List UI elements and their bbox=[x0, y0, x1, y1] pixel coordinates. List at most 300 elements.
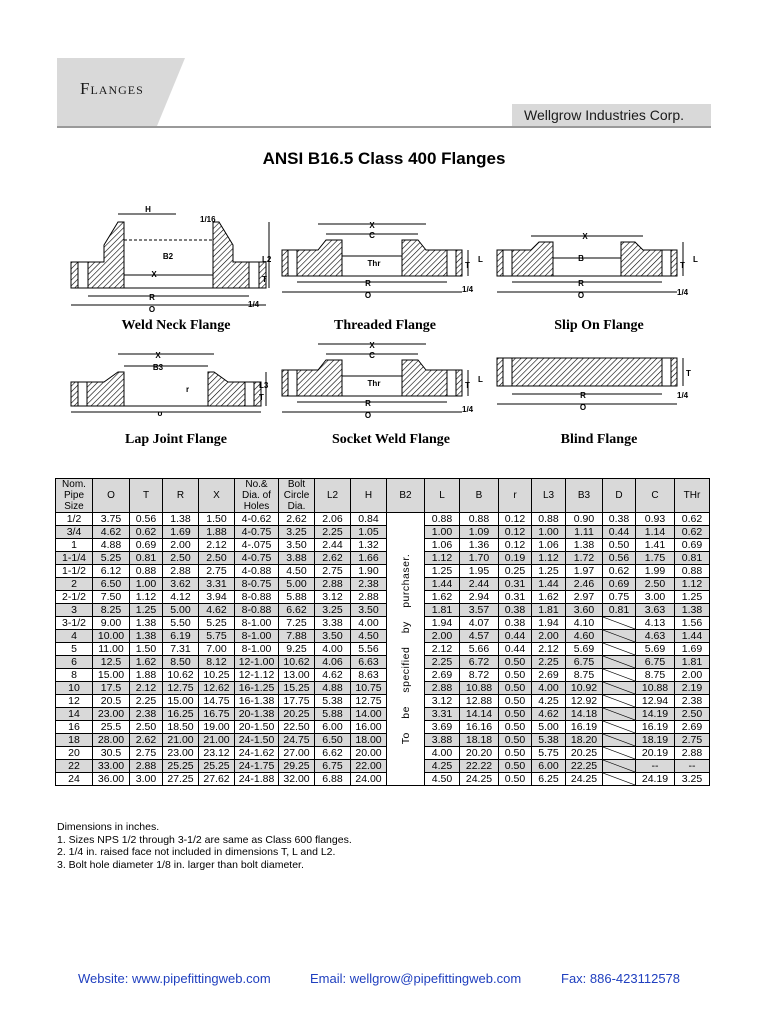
table-cell: 18.18 bbox=[460, 734, 499, 747]
table-cell: 2.62 bbox=[279, 513, 315, 526]
slip-on-o-label: O bbox=[577, 291, 585, 300]
table-cell: 15.00 bbox=[163, 695, 199, 708]
table-cell-empty bbox=[603, 747, 636, 760]
socket-weld-o-label: O bbox=[364, 411, 372, 420]
table-cell: 2.69 bbox=[425, 669, 460, 682]
table-cell: 1.81 bbox=[675, 656, 710, 669]
table-cell: 0.44 bbox=[603, 526, 636, 539]
table-cell: 12 bbox=[56, 695, 93, 708]
table-cell: 0.88 bbox=[130, 565, 163, 578]
table-cell: 6.00 bbox=[315, 721, 351, 734]
table-row bbox=[56, 747, 710, 760]
table-cell: 0.69 bbox=[603, 578, 636, 591]
table-cell: 0.44 bbox=[499, 643, 532, 656]
table-cell: 6.75 bbox=[315, 760, 351, 773]
table-cell: 5.50 bbox=[163, 617, 199, 630]
table-cell: 2.69 bbox=[532, 669, 566, 682]
table-cell: 4.10 bbox=[566, 617, 603, 630]
table-cell: 0.38 bbox=[499, 617, 532, 630]
table-cell: 3.94 bbox=[199, 591, 235, 604]
table-cell: 4.00 bbox=[425, 747, 460, 760]
table-cell: 1.44 bbox=[675, 630, 710, 643]
table-cell: 0.75 bbox=[603, 591, 636, 604]
table-body bbox=[56, 513, 710, 786]
table-cell: 10.92 bbox=[566, 682, 603, 695]
table-cell: 27.25 bbox=[163, 773, 199, 786]
table-cell: 0.56 bbox=[130, 513, 163, 526]
header-band-slant bbox=[157, 58, 185, 126]
slip-on-flange-drawing bbox=[495, 218, 705, 308]
table-cell: 5.69 bbox=[636, 643, 675, 656]
table-cell: 0.56 bbox=[603, 552, 636, 565]
table-cell: 0.62 bbox=[130, 526, 163, 539]
table-cell: 2.44 bbox=[315, 539, 351, 552]
table-cell: 3.88 bbox=[425, 734, 460, 747]
b2-purchaser-note: To be specified by purchaser. bbox=[399, 553, 412, 745]
table-cell: 4.62 bbox=[199, 604, 235, 617]
table-cell: 16.16 bbox=[460, 721, 499, 734]
table-cell: 16.19 bbox=[566, 721, 603, 734]
table-cell: 27.00 bbox=[279, 747, 315, 760]
table-cell: 3/4 bbox=[56, 526, 93, 539]
table-cell: 1.62 bbox=[425, 591, 460, 604]
blind-quarter-label: 1/4 bbox=[677, 391, 689, 400]
table-cell: 1.44 bbox=[532, 578, 566, 591]
threaded-quarter-label: 1/4 bbox=[462, 285, 474, 294]
socket-weld-r-label: R bbox=[365, 399, 371, 408]
table-cell: 12.75 bbox=[351, 695, 387, 708]
socket-weld-flange-drawing bbox=[280, 340, 490, 425]
note-line: 3. Bolt hole diameter 1/8 in. larger than bolt diameter. bbox=[57, 858, 304, 871]
table-cell: 2.88 bbox=[425, 682, 460, 695]
table-cell: 33.00 bbox=[93, 760, 130, 773]
table-cell: 2.50 bbox=[130, 721, 163, 734]
lap-joint-body bbox=[71, 372, 261, 406]
table-cell: 23.00 bbox=[163, 747, 199, 760]
table-cell: 0.19 bbox=[499, 552, 532, 565]
table-cell: 4.50 bbox=[351, 630, 387, 643]
table-cell: 24.25 bbox=[566, 773, 603, 786]
table-cell: 1.70 bbox=[460, 552, 499, 565]
table-cell: 4.57 bbox=[460, 630, 499, 643]
threaded-c-label: C bbox=[369, 231, 375, 240]
table-cell: 4-0.75 bbox=[235, 552, 279, 565]
table-cell: 14.18 bbox=[566, 708, 603, 721]
table-cell-empty bbox=[603, 708, 636, 721]
table-cell: 29.25 bbox=[279, 760, 315, 773]
table-cell: 3.25 bbox=[279, 526, 315, 539]
table-cell: 24.00 bbox=[351, 773, 387, 786]
table-cell: 8 bbox=[56, 669, 93, 682]
lap-joint-x-label: X bbox=[155, 351, 161, 360]
table-cell: 8-1.00 bbox=[235, 630, 279, 643]
table-cell: 6.50 bbox=[93, 578, 130, 591]
weld-neck-sixteenth-label: 1/16 bbox=[200, 215, 216, 224]
table-cell: 1.94 bbox=[425, 617, 460, 630]
socket-weld-caption: Socket Weld Flange bbox=[332, 432, 450, 447]
table-cell: 1.25 bbox=[675, 591, 710, 604]
header-bolt-circle: Bolt Circle Dia. bbox=[279, 479, 315, 513]
table-row bbox=[56, 760, 710, 773]
threaded-r-label: R bbox=[365, 279, 371, 288]
socket-weld-body bbox=[282, 360, 462, 396]
table-cell: 2.38 bbox=[351, 578, 387, 591]
table-row bbox=[56, 643, 710, 656]
table-cell: 10.62 bbox=[279, 656, 315, 669]
slip-on-l-label: L bbox=[693, 255, 698, 264]
table-row bbox=[56, 591, 710, 604]
table-cell: 1.88 bbox=[199, 526, 235, 539]
table-cell: 5.38 bbox=[532, 734, 566, 747]
table-cell: 1.41 bbox=[636, 539, 675, 552]
table-cell: 3 bbox=[56, 604, 93, 617]
blind-body bbox=[497, 358, 677, 386]
table-cell: 19.00 bbox=[199, 721, 235, 734]
table-cell-empty bbox=[603, 630, 636, 643]
table-cell: 2.50 bbox=[199, 552, 235, 565]
table-cell: 0.93 bbox=[636, 513, 675, 526]
table-cell-empty bbox=[603, 643, 636, 656]
table-cell: -- bbox=[675, 760, 710, 773]
header-l2: L2 bbox=[315, 479, 351, 513]
table-cell-empty bbox=[603, 734, 636, 747]
table-cell: 27.62 bbox=[199, 773, 235, 786]
footer-email[interactable]: Email: wellgrow@pipefittingweb.com bbox=[310, 971, 522, 986]
table-cell: 2.25 bbox=[315, 526, 351, 539]
table-cell: 1.75 bbox=[636, 552, 675, 565]
note-line: Dimensions in inches. bbox=[57, 821, 160, 833]
header-l: L bbox=[425, 479, 460, 513]
table-cell: 12.92 bbox=[566, 695, 603, 708]
table-cell: 1.38 bbox=[130, 617, 163, 630]
table-cell: 3.50 bbox=[315, 630, 351, 643]
table-cell: 15.25 bbox=[279, 682, 315, 695]
table-cell: 1.62 bbox=[532, 591, 566, 604]
table-cell: 0.50 bbox=[499, 773, 532, 786]
table-cell: 24.19 bbox=[636, 773, 675, 786]
table-cell: 4-0.75 bbox=[235, 526, 279, 539]
table-cell: 4.62 bbox=[315, 669, 351, 682]
slip-on-r-label: R bbox=[578, 279, 584, 288]
table-cell: 1.11 bbox=[566, 526, 603, 539]
table-cell: 0.88 bbox=[460, 513, 499, 526]
lap-joint-flange-drawing bbox=[66, 340, 276, 425]
table-cell-empty bbox=[603, 760, 636, 773]
table-cell: 22.50 bbox=[279, 721, 315, 734]
table-cell: 8.75 bbox=[566, 669, 603, 682]
table-cell: 1.32 bbox=[351, 539, 387, 552]
table-cell: 0.31 bbox=[499, 578, 532, 591]
table-cell: 0.38 bbox=[603, 513, 636, 526]
table-cell: 2.88 bbox=[130, 760, 163, 773]
table-cell: 8.72 bbox=[460, 669, 499, 682]
table-cell: 1.12 bbox=[425, 552, 460, 565]
table-cell: 1-1/4 bbox=[56, 552, 93, 565]
table-cell: 1.88 bbox=[130, 669, 163, 682]
table-cell: 5.66 bbox=[460, 643, 499, 656]
table-cell-empty bbox=[603, 721, 636, 734]
table-cell: 4-0.62 bbox=[235, 513, 279, 526]
table-cell: 3.69 bbox=[425, 721, 460, 734]
table-cell: 30.5 bbox=[93, 747, 130, 760]
table-cell: 5.00 bbox=[279, 578, 315, 591]
header-x: X bbox=[199, 479, 235, 513]
table-row bbox=[56, 695, 710, 708]
table-cell: 3.62 bbox=[163, 578, 199, 591]
table-cell: 24-1.62 bbox=[235, 747, 279, 760]
table-cell: 3.25 bbox=[675, 773, 710, 786]
table-cell: 32.00 bbox=[279, 773, 315, 786]
table-cell: 12.5 bbox=[93, 656, 130, 669]
table-cell: 1.38 bbox=[130, 630, 163, 643]
table-cell: 5.56 bbox=[351, 643, 387, 656]
table-cell: 2.88 bbox=[675, 747, 710, 760]
table-row bbox=[56, 773, 710, 786]
table-cell: 0.31 bbox=[499, 591, 532, 604]
table-cell: 1.38 bbox=[675, 604, 710, 617]
table-cell: 4.00 bbox=[315, 643, 351, 656]
table-cell: 3.60 bbox=[566, 604, 603, 617]
table-cell: 5.88 bbox=[315, 708, 351, 721]
table-cell: 2.69 bbox=[675, 721, 710, 734]
table-cell: 12.94 bbox=[636, 695, 675, 708]
table-cell: 0.50 bbox=[499, 682, 532, 695]
table-row bbox=[56, 630, 710, 643]
table-cell: 7.50 bbox=[93, 591, 130, 604]
slip-on-x-label: X bbox=[582, 232, 588, 241]
table-cell: 1.12 bbox=[130, 591, 163, 604]
table-cell: 3.88 bbox=[279, 552, 315, 565]
table-cell: 4.60 bbox=[566, 630, 603, 643]
table-cell: 0.88 bbox=[675, 565, 710, 578]
table-cell: 2.46 bbox=[566, 578, 603, 591]
table-cell: 4.00 bbox=[532, 682, 566, 695]
table-cell: 0.62 bbox=[603, 565, 636, 578]
table-cell: 5.25 bbox=[199, 617, 235, 630]
table-cell: 2.50 bbox=[675, 708, 710, 721]
table-cell: 1.81 bbox=[425, 604, 460, 617]
table-cell: 10.88 bbox=[636, 682, 675, 695]
table-cell: 2.12 bbox=[532, 643, 566, 656]
table-cell: 24-1.75 bbox=[235, 760, 279, 773]
table-cell: 16-1.38 bbox=[235, 695, 279, 708]
table-cell: 12.88 bbox=[460, 695, 499, 708]
table-cell: 0.69 bbox=[130, 539, 163, 552]
table-cell: 4.62 bbox=[93, 526, 130, 539]
table-cell: 1.00 bbox=[532, 526, 566, 539]
table-row bbox=[56, 708, 710, 721]
slip-on-caption: Slip On Flange bbox=[554, 318, 644, 333]
table-cell: 20.19 bbox=[636, 747, 675, 760]
table-cell: 1.99 bbox=[636, 565, 675, 578]
table-cell-empty bbox=[603, 682, 636, 695]
table-row bbox=[56, 669, 710, 682]
table-cell: 7.31 bbox=[163, 643, 199, 656]
table-cell: 4.63 bbox=[636, 630, 675, 643]
socket-weld-quarter-label: 1/4 bbox=[462, 405, 474, 414]
table-cell: 14.75 bbox=[199, 695, 235, 708]
header-b3: B3 bbox=[566, 479, 603, 513]
table-cell: 4.13 bbox=[636, 617, 675, 630]
weld-neck-o-label: O bbox=[148, 305, 156, 314]
table-cell-empty bbox=[603, 773, 636, 786]
table-cell: 20-1.50 bbox=[235, 721, 279, 734]
table-cell: 4.25 bbox=[532, 695, 566, 708]
table-cell: 17.75 bbox=[279, 695, 315, 708]
table-cell: 1.69 bbox=[675, 643, 710, 656]
table-cell: 8-0.88 bbox=[235, 604, 279, 617]
table-cell: 2.62 bbox=[315, 552, 351, 565]
table-cell: 3.25 bbox=[315, 604, 351, 617]
table-cell: 1/2 bbox=[56, 513, 93, 526]
table-cell: 2.38 bbox=[675, 695, 710, 708]
table-cell: 1.56 bbox=[675, 617, 710, 630]
table-cell: 0.50 bbox=[499, 708, 532, 721]
table-cell: 0.50 bbox=[499, 721, 532, 734]
header-t: T bbox=[130, 479, 163, 513]
table-cell: 6.19 bbox=[163, 630, 199, 643]
table-cell: 7.00 bbox=[199, 643, 235, 656]
table-cell: 0.50 bbox=[499, 760, 532, 773]
table-cell: 1.12 bbox=[675, 578, 710, 591]
footer-website[interactable]: Website: www.pipefittingweb.com bbox=[78, 971, 271, 986]
table-header-row bbox=[56, 479, 710, 513]
table-cell: 8-1.00 bbox=[235, 617, 279, 630]
company-name: Wellgrow Industries Corp. bbox=[524, 107, 685, 123]
table-cell: 10.62 bbox=[163, 669, 199, 682]
blind-o-label: O bbox=[579, 403, 587, 412]
table-cell: 6.63 bbox=[351, 656, 387, 669]
table-cell: 22.22 bbox=[460, 760, 499, 773]
table-cell: 4.62 bbox=[532, 708, 566, 721]
table-cell: 3.31 bbox=[199, 578, 235, 591]
table-cell: 5.88 bbox=[279, 591, 315, 604]
header-small-r: r bbox=[499, 479, 532, 513]
table-cell: 6.75 bbox=[636, 656, 675, 669]
table-cell: 1.62 bbox=[130, 656, 163, 669]
table-cell: 2.00 bbox=[425, 630, 460, 643]
table-cell: 2.88 bbox=[351, 591, 387, 604]
table-cell: 2.12 bbox=[425, 643, 460, 656]
lap-joint-l3-label: L3 bbox=[259, 381, 269, 390]
slip-on-b-label: B bbox=[578, 254, 584, 263]
table-cell: 3.31 bbox=[425, 708, 460, 721]
header-divider bbox=[57, 126, 711, 128]
table-cell: 10.75 bbox=[351, 682, 387, 695]
notes bbox=[57, 821, 352, 871]
table-cell: 24 bbox=[56, 773, 93, 786]
table-cell: 9.00 bbox=[93, 617, 130, 630]
table-cell: 2.50 bbox=[636, 578, 675, 591]
table-cell: 24.25 bbox=[460, 773, 499, 786]
threaded-caption: Threaded Flange bbox=[333, 318, 437, 333]
table-cell: 10 bbox=[56, 682, 93, 695]
table-cell: 12.62 bbox=[199, 682, 235, 695]
table-cell: 1.50 bbox=[199, 513, 235, 526]
footer-fax: Fax: 886-423112578 bbox=[561, 971, 681, 986]
table-cell: 0.25 bbox=[499, 565, 532, 578]
socket-weld-thr-label: Thr bbox=[367, 379, 381, 388]
header-l3: L3 bbox=[532, 479, 566, 513]
weld-neck-r-label: R bbox=[149, 293, 155, 302]
table-cell: 14.00 bbox=[351, 708, 387, 721]
table-row bbox=[56, 617, 710, 630]
table-cell: 2.88 bbox=[163, 565, 199, 578]
table-cell: 4-.075 bbox=[235, 539, 279, 552]
table-cell: 20-1.38 bbox=[235, 708, 279, 721]
table-cell: 1.12 bbox=[532, 552, 566, 565]
document-title: ANSI B16.5 Class 400 Flanges bbox=[262, 149, 506, 168]
table-cell: 5 bbox=[56, 643, 93, 656]
table-cell: 16.75 bbox=[199, 708, 235, 721]
table-row bbox=[56, 552, 710, 565]
table-cell: 16.19 bbox=[636, 721, 675, 734]
table-cell: 0.50 bbox=[499, 656, 532, 669]
table-cell: 1.94 bbox=[532, 617, 566, 630]
header-nom-pipe-size: Nom. Pipe Size bbox=[56, 479, 93, 513]
table-cell: 18.19 bbox=[636, 734, 675, 747]
table-cell: 7.25 bbox=[279, 617, 315, 630]
table-cell: 2.75 bbox=[130, 747, 163, 760]
table-cell: 13.00 bbox=[279, 669, 315, 682]
table-cell: 25.5 bbox=[93, 721, 130, 734]
table-cell: 2.75 bbox=[675, 734, 710, 747]
lap-joint-r-label: r bbox=[186, 385, 190, 394]
table-cell: 1.36 bbox=[460, 539, 499, 552]
blind-caption: Blind Flange bbox=[560, 432, 638, 447]
table-cell: 10.88 bbox=[460, 682, 499, 695]
table-cell: 0.88 bbox=[425, 513, 460, 526]
table-cell: 16.00 bbox=[351, 721, 387, 734]
table-cell: 25.25 bbox=[199, 760, 235, 773]
table-cell: 22.25 bbox=[566, 760, 603, 773]
table-cell: 6.72 bbox=[460, 656, 499, 669]
table-cell: 5.00 bbox=[532, 721, 566, 734]
table-cell: 16-1.25 bbox=[235, 682, 279, 695]
table-cell: 1.00 bbox=[130, 578, 163, 591]
table-cell: 0.81 bbox=[675, 552, 710, 565]
table-cell: 2.00 bbox=[675, 669, 710, 682]
slip-on-quarter-label: 1/4 bbox=[677, 288, 689, 297]
table-cell: 10.25 bbox=[199, 669, 235, 682]
table-cell: 0.50 bbox=[603, 539, 636, 552]
table-cell: 36.00 bbox=[93, 773, 130, 786]
table-cell: 0.84 bbox=[351, 513, 387, 526]
table-cell: 3.75 bbox=[93, 513, 130, 526]
table-cell: 3.63 bbox=[636, 604, 675, 617]
table-cell: 0.12 bbox=[499, 513, 532, 526]
table-cell: 1.14 bbox=[636, 526, 675, 539]
table-cell: 2.25 bbox=[532, 656, 566, 669]
flange-dimension-table bbox=[55, 478, 710, 786]
header-b: B bbox=[460, 479, 499, 513]
table-cell: 3-1/2 bbox=[56, 617, 93, 630]
table-cell: 12-1.00 bbox=[235, 656, 279, 669]
b2-purchaser-note-cell bbox=[387, 513, 425, 786]
table-cell: 21.00 bbox=[199, 734, 235, 747]
table-cell: 1.50 bbox=[130, 643, 163, 656]
header-o: O bbox=[93, 479, 130, 513]
table-cell: 8-0.75 bbox=[235, 578, 279, 591]
table-cell: 2.38 bbox=[130, 708, 163, 721]
table-cell: 1.97 bbox=[566, 565, 603, 578]
table-cell-empty bbox=[603, 695, 636, 708]
table-cell: 2.94 bbox=[460, 591, 499, 604]
table-cell: 4.50 bbox=[279, 565, 315, 578]
table-cell: 1.66 bbox=[351, 552, 387, 565]
table-cell: 1.06 bbox=[532, 539, 566, 552]
table-cell: 5.25 bbox=[93, 552, 130, 565]
